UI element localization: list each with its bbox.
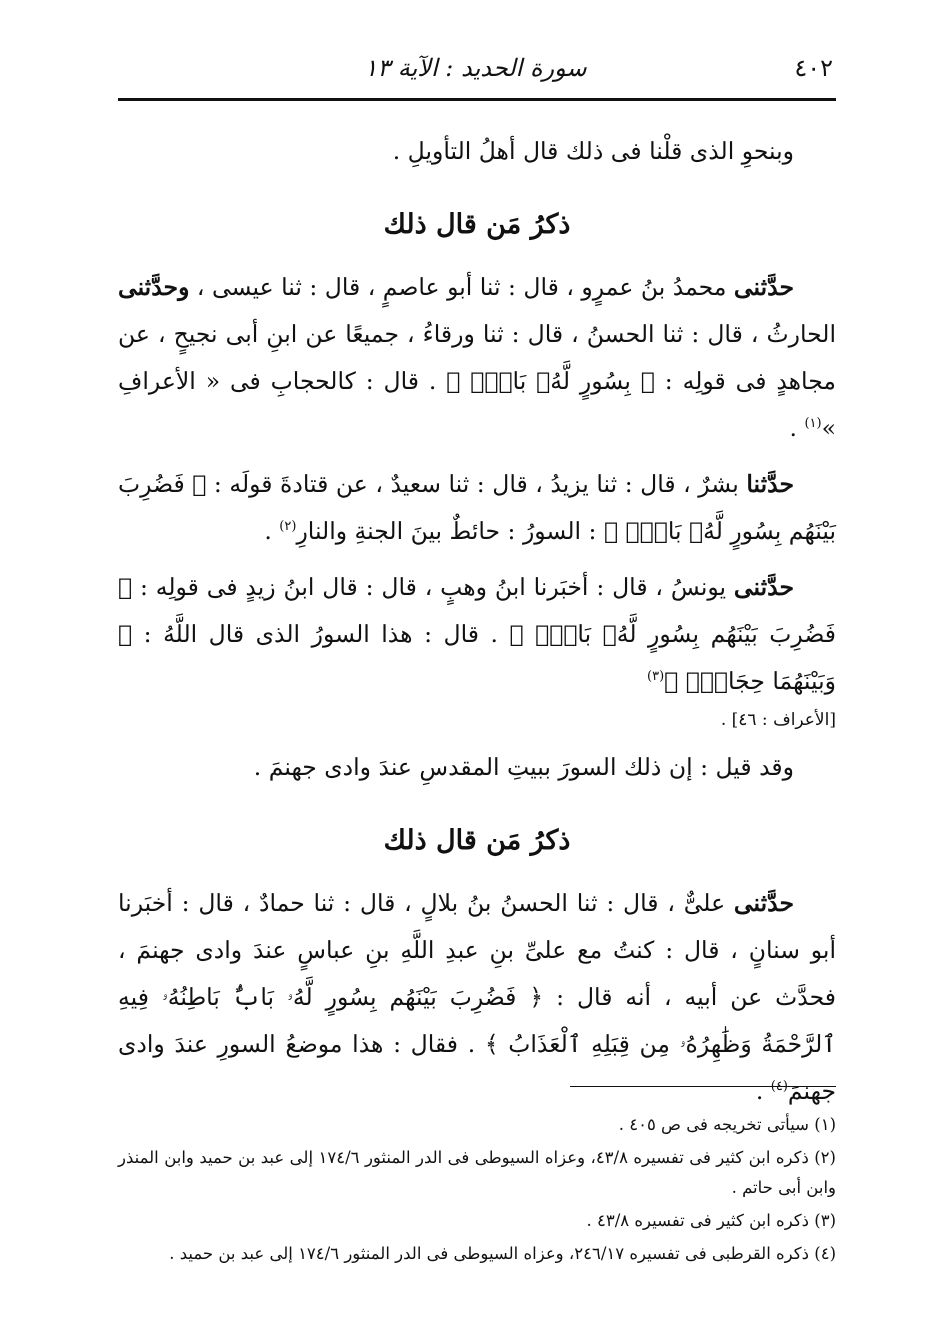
footnote: (٤) ذكره القرطبى فى تفسيره ٢٤٦/١٧، وعزاه السيوطى فى الدر المنثور ١٧٤/٦ إلى عبد بن حميد . xyxy=(169,1244,836,1263)
footnote-separator xyxy=(570,1086,836,1087)
narration-lead: وحدَّثنى xyxy=(118,273,190,301)
narration-lead: حدَّثنى xyxy=(733,889,794,917)
verse-citation: [الأعراف : ٤٦] . xyxy=(720,710,836,730)
footnote-ref: (٤) xyxy=(770,1079,788,1095)
narration-text: الحارثُ ، قال : ثنا الحسنُ ، قال : ثنا ورقاءُ ، جميعًا عن ابنِ أبى نجيحٍ ، عن مجاهدٍ فى قولِه : xyxy=(118,320,836,395)
footnote: (٣) ذكره ابن كثير فى تفسيره ٤٣/٨ . xyxy=(586,1211,836,1230)
intro-paragraph: وبنحوِ الذى قلْنا فى ذلك قال أهلُ التأويلِ . xyxy=(392,137,794,165)
section-heading: ذكرُ مَن قال ذلك xyxy=(383,825,571,856)
narration-text: . قال : كالحجابِ فى « الأعرافِ » xyxy=(118,367,836,442)
section-heading: ذكرُ مَن قال ذلك xyxy=(383,209,571,240)
narration-text: : السورُ : حائطٌ بينَ الجنةِ والنارِ xyxy=(296,517,604,545)
page-number: ٤٠٢ xyxy=(794,54,833,82)
narration-lead: حدَّثنى xyxy=(733,573,794,601)
quran-quote: ﴿ فَضُرِبَ بَيْنَهُم بِسُورٍ لَّهُۥ بَابٌۢ بَاطِنُهُۥ فِيهِ ٱلرَّحْمَةُ وَظَٰهِرُهُۥ مِن قِبَلِهِ ٱلْعَذَابُ ﴾ xyxy=(118,983,836,1058)
footnote-ref: (٢) xyxy=(279,519,297,535)
quran-quote: ﴿ وَبَيْنَهُمَا حِجَابٌۚ ﴾ xyxy=(118,620,836,695)
hadith-paragraph xyxy=(118,564,836,705)
narration-text: . xyxy=(755,1077,771,1105)
narration-text: . فقال : هذا موضعُ السورِ عندَ وادى جهنمَ xyxy=(118,1030,836,1105)
footnote-ref: (١) xyxy=(804,416,822,432)
main-text xyxy=(118,128,836,1115)
narration-text: محمدُ بنُ عمرٍو ، قال : ثنا أبو عاصمٍ ، قال : ثنا عيسى ، xyxy=(189,273,734,301)
narration-text: . قال : هذا السورُ الذى قال اللَّهُ : xyxy=(132,620,510,648)
statement-paragraph: وقد قيل : إن ذلك السورَ ببيتِ المقدسِ عندَ وادى جهنمَ . xyxy=(253,753,794,781)
narration-text: يونسُ ، قال : أخبَرنا ابنُ وهبٍ ، قال : قال ابنُ زيدٍ فى قولِه : xyxy=(132,573,734,601)
narration-text: بشرٌ ، قال : ثنا يزيدُ ، قال : ثنا سعيدٌ ، عن قتادةَ قولَه : xyxy=(206,470,747,498)
narration-lead: حدَّثنى xyxy=(733,273,794,301)
narration-text: علىٌّ ، قال : ثنا الحسنُ بنُ بلالٍ ، قال : ثنا حمادٌ ، قال : أخبَرنا أبو سنانٍ ، قال : كنتُ مع علىِّ بنِ عبدِ اللَّهِ بنِ عباسٍ عندَ وادى جهنمَ ، فحدَّث عن أبيه ، أنه قال : xyxy=(118,889,836,1011)
hadith-paragraph xyxy=(118,880,836,1115)
narration-lead: حدَّثنا xyxy=(746,470,794,498)
hadith-paragraph xyxy=(118,461,836,555)
footnote: (١) سيأتى تخريجه فى ص ٤٠٥ . xyxy=(618,1115,836,1134)
footnote-ref: (٣) xyxy=(647,669,665,685)
quran-quote: ﴿ بِسُورٍ لَّهُۥ بَابٌۢ ﴾ xyxy=(446,367,655,395)
header-rule xyxy=(118,98,836,101)
quran-quote: ﴿ فَضُرِبَ بَيْنَهُم بِسُورٍ لَّهُۥ بَابٌۢ ﴾ xyxy=(118,573,836,648)
running-head: سورة الحديد : الآية ١٣ xyxy=(364,54,587,82)
footnote: (٢) ذكره ابن كثير فى تفسيره ٤٣/٨، وعزاه السيوطى فى الدر المنثور ١٧٤/٦ إلى عبد بن حميد وابن المنذر وابن أبى حاتم . xyxy=(118,1148,836,1197)
quran-quote: ﴿ فَضُرِبَ بَيْنَهُم بِسُورٍ لَّهُۥ بَابٌۢ ﴾ xyxy=(118,470,836,545)
page-header xyxy=(118,48,833,98)
narration-text: . xyxy=(789,414,805,442)
footnotes xyxy=(118,1110,836,1272)
narration-text: . xyxy=(264,517,280,545)
hadith-paragraph xyxy=(118,264,836,452)
